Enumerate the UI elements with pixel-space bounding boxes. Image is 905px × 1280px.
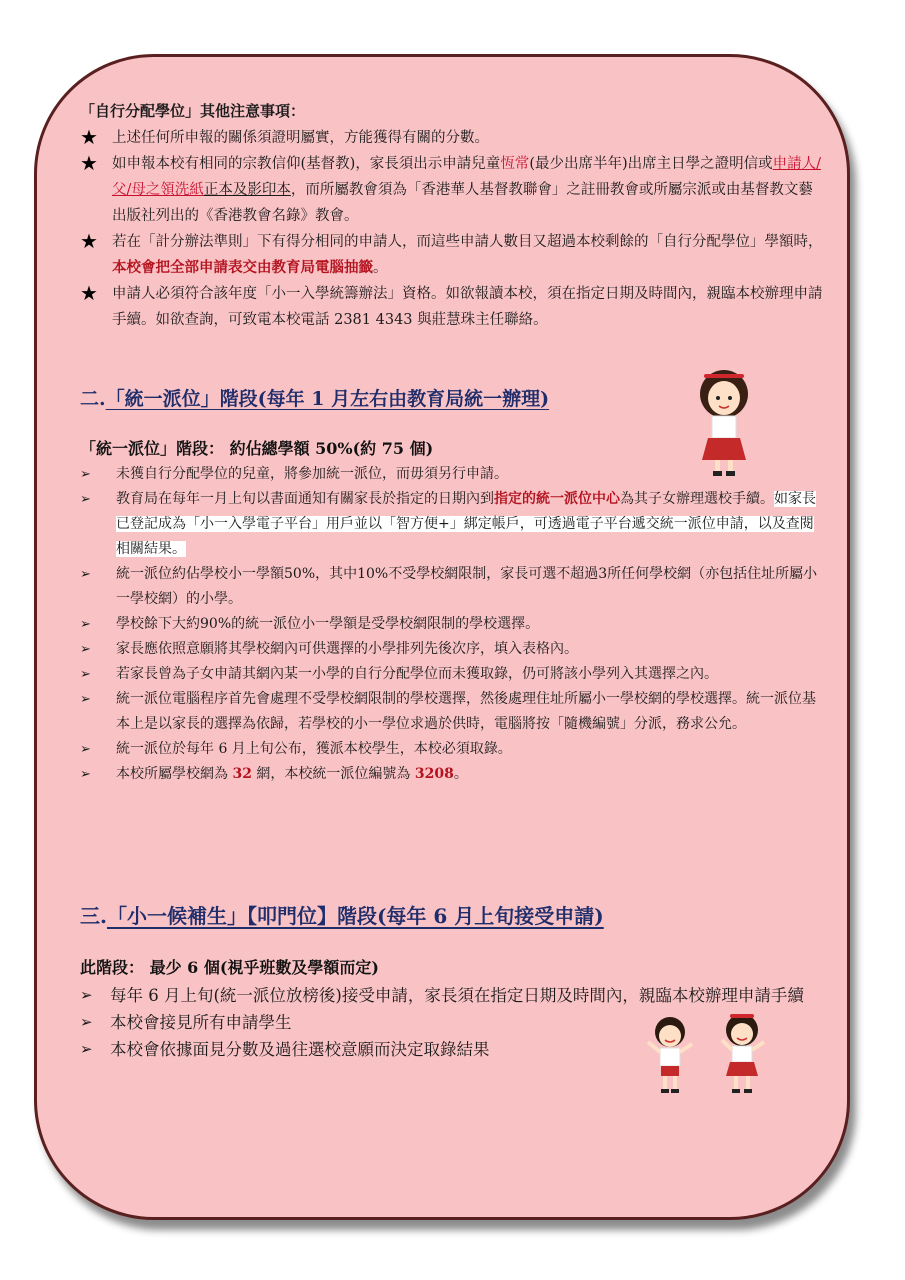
section-3-subheading: 此階段： 最少 6 個(視乎班數及學額而定) [80,958,379,977]
arrow-bullet-icon: ➢ [80,642,91,657]
star-icon: ★ [80,125,98,149]
section-2-list [80,462,825,787]
list-item: ➢ 每年 6 月上旬(統一派位放榜後)接受申請，家長須在指定日期及時間內，親臨本校辦理申請手續 [80,982,825,1009]
section-1 [80,100,825,333]
kids-illustration [638,1012,778,1102]
arrow-bullet-icon: ➢ [80,467,91,482]
section-2-subheading: 「統一派位」階段： 約佔總學額 50%(約 75 個) [80,439,434,458]
arrow-bullet-icon: ➢ [80,1040,93,1058]
list-item: ➢ 本校會接見所有申請學生 [80,1009,825,1036]
list-item: ➢ 本校所屬學校網為 32 網，本校統一派位編號為 3208。 [80,762,825,787]
list-item: ➢ 本校會依據面見分數及過往選校意願而決定取錄結果 [80,1036,825,1063]
arrow-bullet-icon: ➢ [80,1013,93,1031]
list-item: ➢ 若家長曾為子女申請其網內某一小學的自行分配學位而未獲取錄，仍可將該小學列入其選擇之內。 [80,662,825,687]
list-item: ➢ 未獲自行分配學位的兒童，將參加統一派位，而毋須另行申請。 [80,462,825,487]
list-item: ➢ 統一派位電腦程序首先會處理不受學校網限制的學校選擇，然後處理住址所屬小一學校網的學校選擇。統一派位基本上是以家長的選擇為依歸，若學校的小一學位求過於供時，電腦將按「隨機編號」分派，務求公允。 [80,687,825,737]
list-item: ★ 若在「計分辦法準則」下有得分相同的申請人，而這些申請人數目又超過本校剩餘的「自行分配學位」學額時，本校會把全部申請表交由教育局電腦抽籤。 [80,229,825,281]
star-icon: ★ [80,229,98,253]
arrow-bullet-icon: ➢ [80,692,91,707]
arrow-bullet-icon: ➢ [80,742,91,757]
list-item: ★ 申請人必須符合該年度「小一入學統籌辦法」資格。如欲報讀本校，須在指定日期及時間內，親臨本校辦理申請手續。如欲查詢，可致電本校電話 2381 4343 與莊慧珠主任聯絡。 [80,281,825,333]
arrow-bullet-icon: ➢ [80,567,91,582]
list-item: ➢ 統一派位於每年 6 月上旬公布，獲派本校學生，本校必須取錄。 [80,737,825,762]
star-icon: ★ [80,281,98,305]
list-item: ➢ 教育局在每年一月上旬以書面通知有關家長於指定的日期內到指定的統一派位中心為其子女辦理選校手續。如家長已登記成為「小一入學電子平台」用戶並以「智方便+」綁定帳戶，可透過電子平台遞交統一派位申請，以及查閱相關結果。 [80,487,825,562]
list-item: ★ 上述任何所申報的關係須證明屬實，方能獲得有關的分數。 [80,125,489,149]
arrow-bullet-icon: ➢ [80,617,91,632]
section-3-heading: 三.「小一候補生」【叩門位】階段(每年 6 月上旬接受申請) [80,904,604,928]
arrow-bullet-icon: ➢ [80,767,91,782]
list-item: ➢ 學校餘下大約90%的統一派位小一學額是受學校網限制的學校選擇。 [80,612,825,637]
arrow-bullet-icon: ➢ [80,986,93,1004]
arrow-bullet-icon: ➢ [80,667,91,682]
section-2-heading: 二.「統一派位」階段(每年 1 月左右由教育局統一辦理) [80,388,550,410]
list-item: ➢ 家長應依照意願將其學校網內可供選擇的小學排列先後次序，填入表格內。 [80,637,825,662]
star-icon: ★ [80,151,98,175]
arrow-bullet-icon: ➢ [80,492,91,507]
list-item: ➢ 統一派位約佔學校小一學額50%，其中10%不受學校網限制，家長可選不超過3所任何學校網（亦包括住址所屬小一學校網）的小學。 [80,562,825,612]
section-1-title: 「自行分配學位」其他注意事項： [80,102,306,120]
list-item: ★ 如申報本校有相同的宗教信仰(基督教)，家長須出示申請兒童恆常(最少出席半年)出席主日學之證明信或申請人/父/母之領洗紙正本及影印本，而所屬教會須為「香港華人基督教聯會」之註冊教會或所屬宗派或由基督教文藝出版社列出的《香港教會名錄》教會。 [80,151,825,229]
